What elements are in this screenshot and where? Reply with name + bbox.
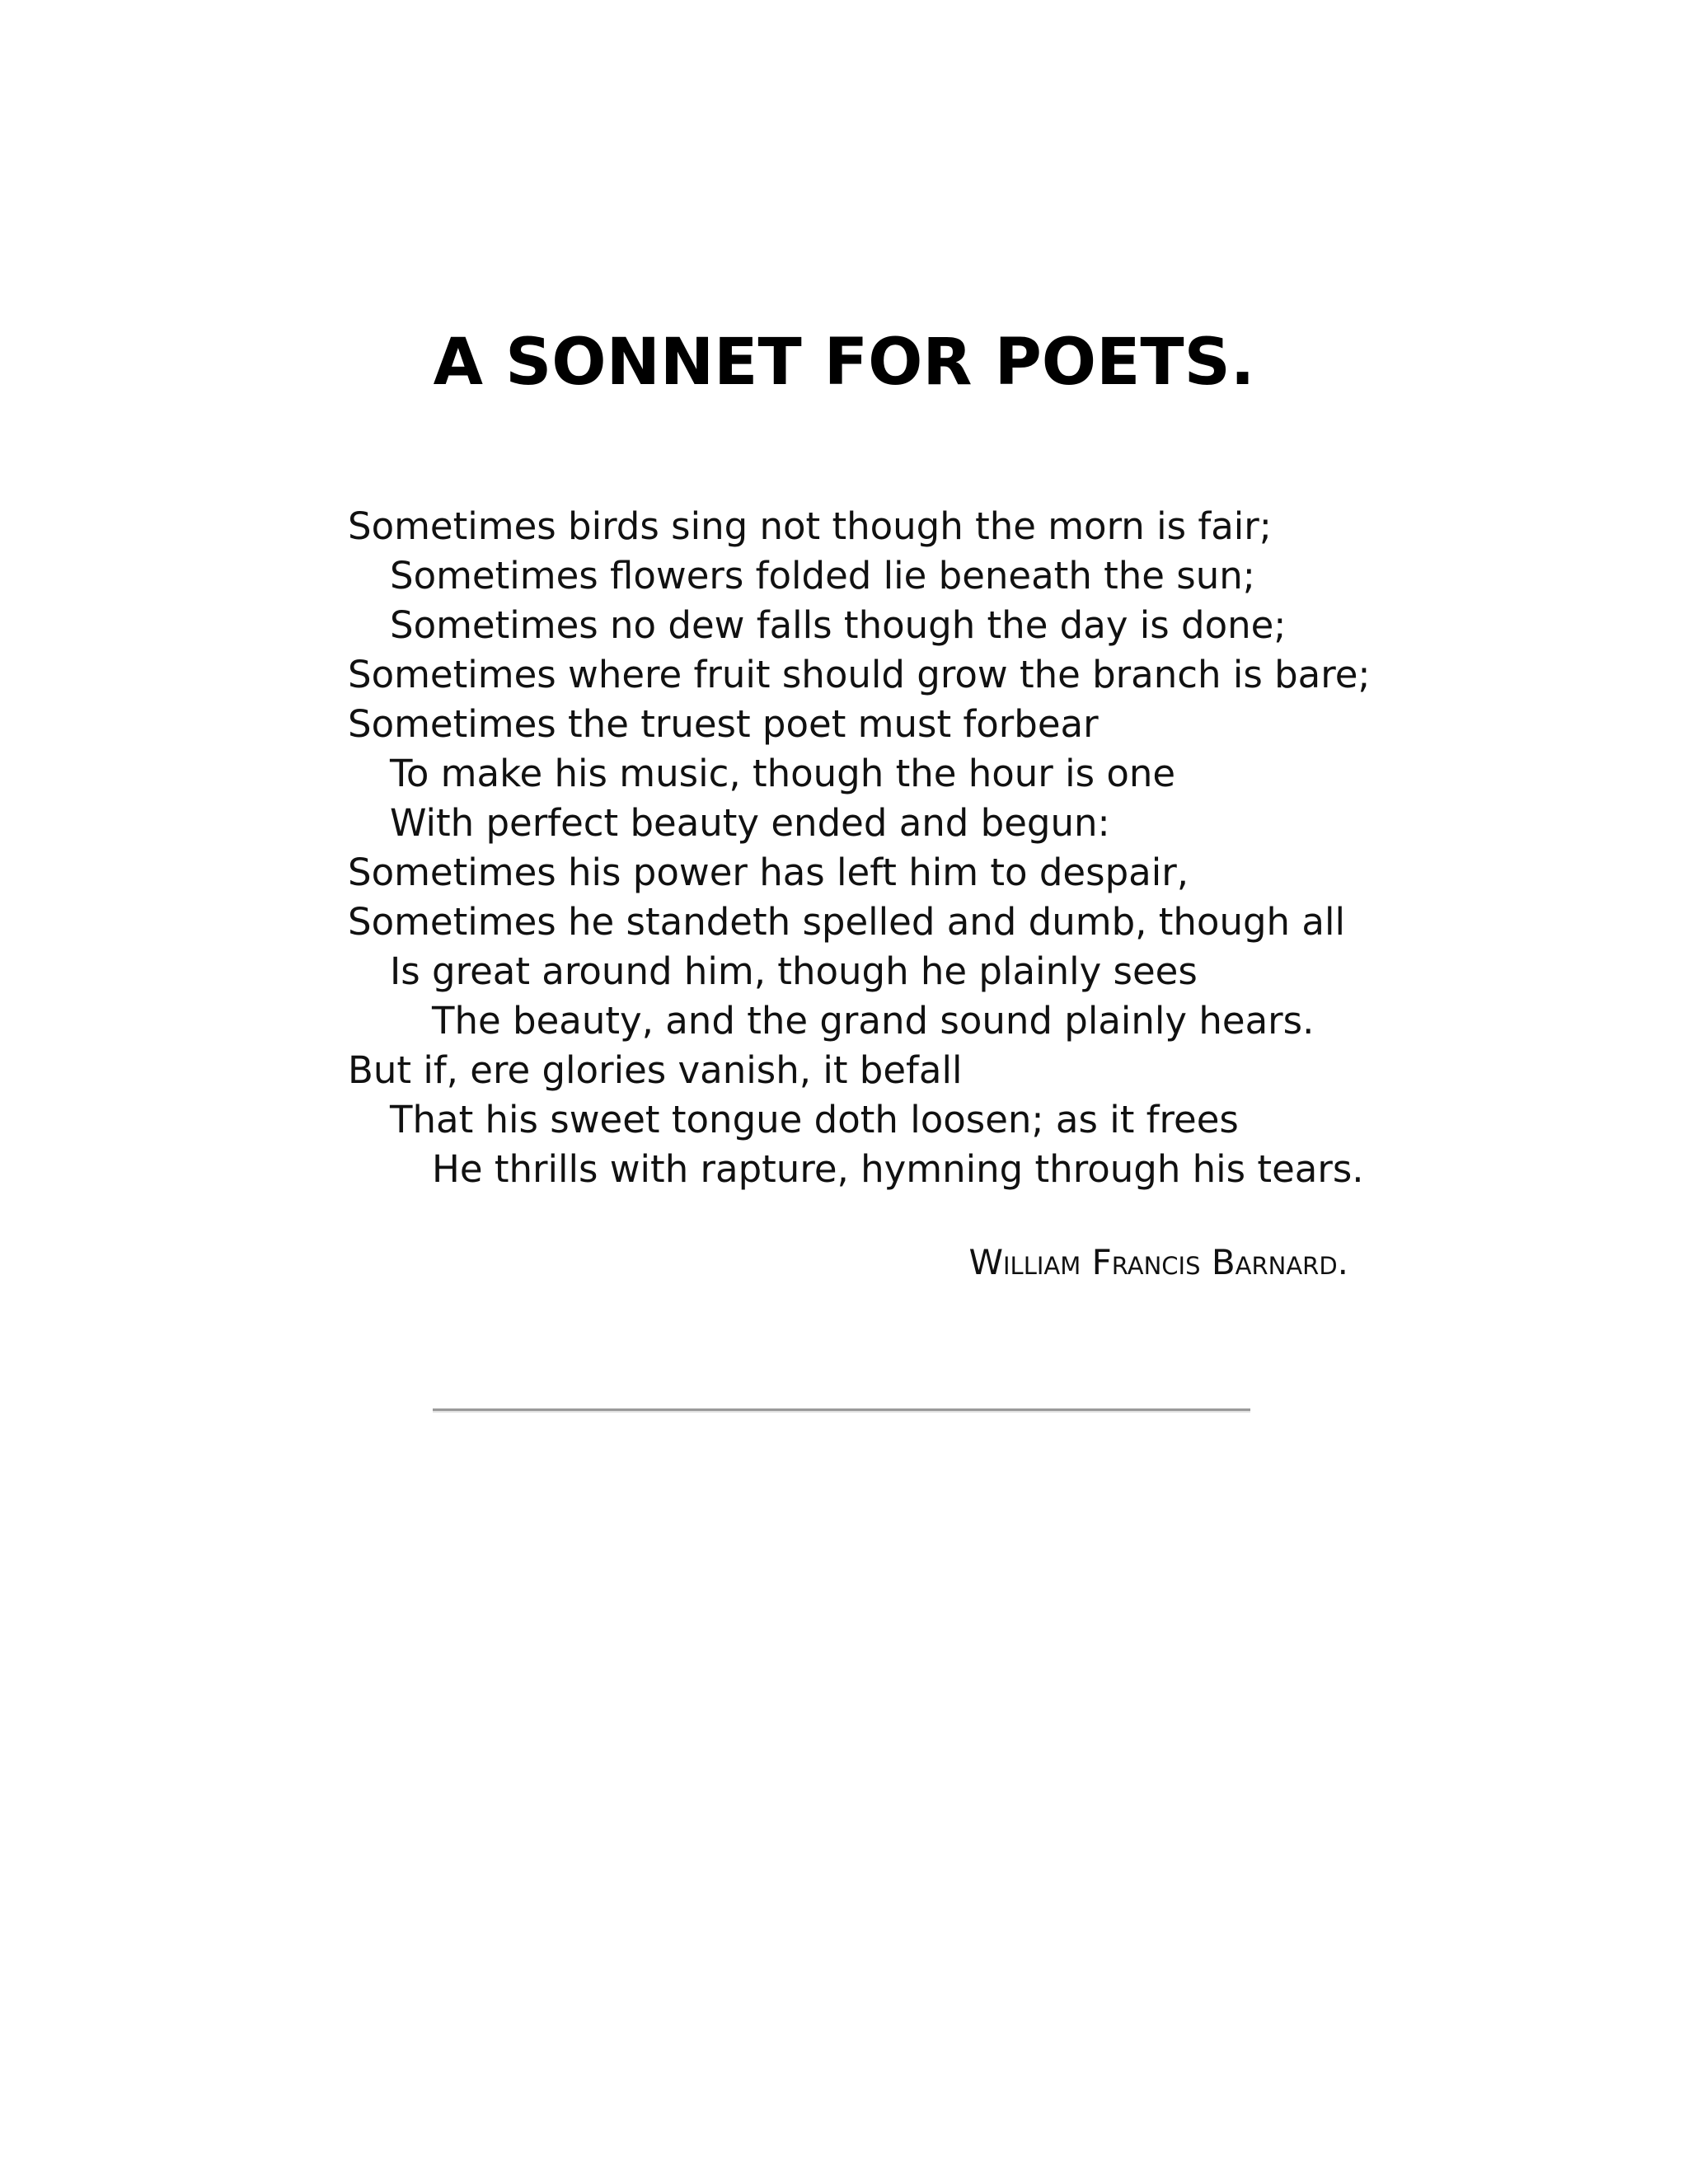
- poem-line: Sometimes no dew falls though the day is done;: [390, 603, 1287, 647]
- poem-line: The beauty, and the grand sound plainly hears.: [432, 999, 1315, 1043]
- poem-line: Sometimes he standeth spelled and dumb, though all: [348, 900, 1345, 944]
- poem-line: Sometimes birds sing not though the morn is fair;: [348, 504, 1272, 548]
- poem-line: But if, ere glories vanish, it befall: [348, 1048, 963, 1092]
- poem-title: A SONNET FOR POETS.: [433, 326, 1255, 400]
- poem-line: Sometimes the truest poet must forbear: [348, 702, 1099, 746]
- poem-line: Is great around him, though he plainly sees: [390, 949, 1198, 993]
- poem-body: [348, 502, 1419, 1194]
- poem-line: Sometimes flowers folded lie beneath the sun;: [390, 554, 1255, 598]
- poem-line: Sometimes where fruit should grow the branch is bare;: [348, 653, 1371, 696]
- poem-line: With perfect beauty ended and begun:: [390, 801, 1110, 845]
- horizontal-rule: [433, 1408, 1250, 1413]
- poem-line: That his sweet tongue doth loosen; as it frees: [390, 1098, 1239, 1141]
- poem-attribution: William Francis Barnard.: [968, 1242, 1348, 1282]
- poem-line: He thrills with rapture, hymning through his tears.: [432, 1147, 1364, 1191]
- poem-line: Sometimes his power has left him to despair,: [348, 851, 1189, 894]
- poem-line: To make his music, though the hour is one: [390, 752, 1176, 795]
